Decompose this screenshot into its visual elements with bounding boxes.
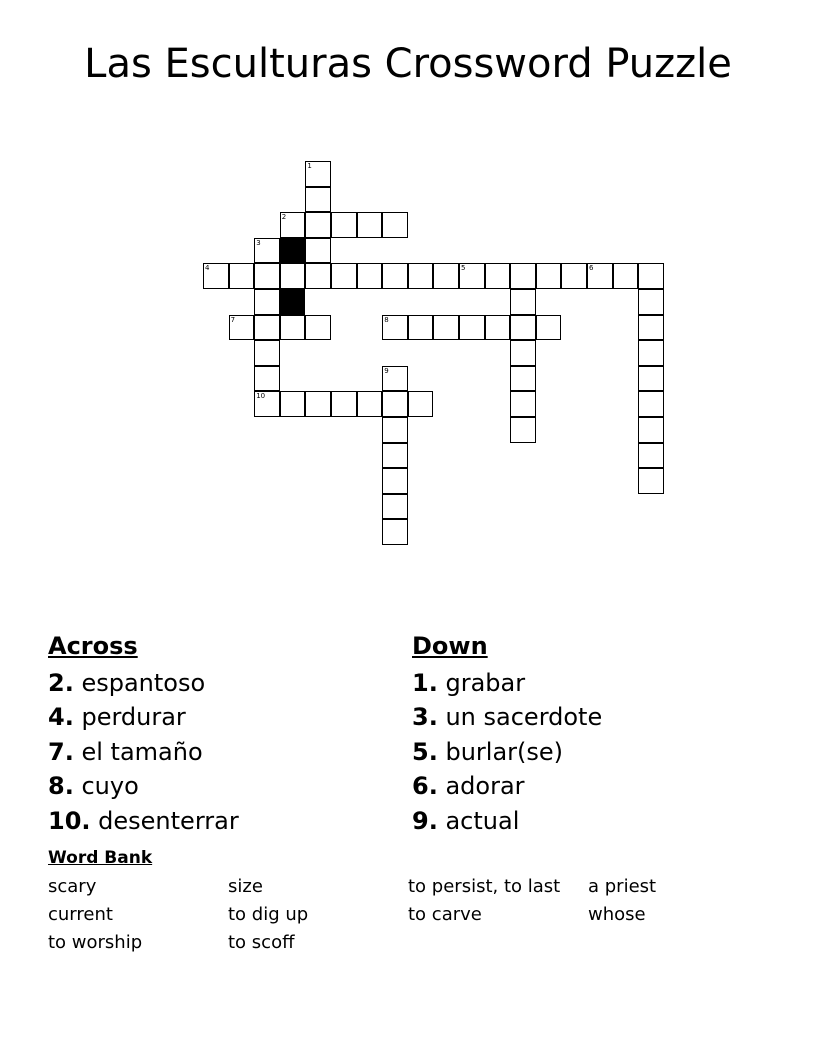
- grid-cell[interactable]: [254, 315, 280, 341]
- clue-number: 2.: [48, 669, 74, 697]
- clue-number-label: 9: [384, 366, 389, 375]
- grid-cell[interactable]: [638, 340, 664, 366]
- clue-number: 8.: [48, 772, 74, 801]
- across-clue: [48, 769, 239, 803]
- grid-cell[interactable]: [382, 519, 408, 545]
- clue-text: espantoso: [81, 669, 206, 697]
- grid-cell[interactable]: [485, 315, 511, 341]
- grid-cell[interactable]: [638, 391, 664, 417]
- grid-cell[interactable]: [331, 263, 357, 289]
- grid-cell[interactable]: [510, 315, 536, 341]
- grid-block-cell: [280, 289, 306, 315]
- clue-number-label: 8: [384, 315, 389, 324]
- grid-cell[interactable]: [280, 391, 306, 417]
- grid-cell[interactable]: [408, 263, 434, 289]
- across-clue: [48, 666, 239, 700]
- grid-cell[interactable]: [510, 340, 536, 366]
- clue-number-label: 1: [307, 162, 312, 170]
- grid-cell[interactable]: [254, 340, 280, 366]
- clue-text: burlar(se): [445, 737, 564, 766]
- grid-cell[interactable]: [510, 263, 536, 289]
- word-bank-item: current: [48, 904, 113, 925]
- grid-cell[interactable]: [254, 366, 280, 392]
- grid-cell[interactable]: [305, 391, 331, 417]
- clue-number-label: 4: [205, 264, 210, 273]
- grid-cell[interactable]: [433, 315, 459, 341]
- grid-cell[interactable]: [638, 366, 664, 392]
- grid-cell[interactable]: [510, 366, 536, 392]
- word-bank-item: to worship: [48, 932, 143, 953]
- clue-number-label: 3: [256, 238, 261, 247]
- grid-cell[interactable]: [280, 212, 306, 238]
- clue-number: 4.: [48, 703, 74, 732]
- grid-cell[interactable]: [536, 263, 562, 289]
- clue-text: adorar: [445, 772, 525, 801]
- word-bank-item: to dig up: [228, 904, 309, 925]
- clue-text: un sacerdote: [445, 703, 603, 732]
- clue-number-label: 5: [461, 264, 466, 273]
- down-clue: [412, 700, 602, 734]
- across-clue: [48, 700, 239, 734]
- grid-cell[interactable]: [254, 391, 280, 417]
- grid-cell[interactable]: [305, 315, 331, 341]
- word-bank-title: Word Bank: [48, 848, 153, 868]
- across-heading: Across: [48, 632, 138, 660]
- grid-cell[interactable]: [638, 263, 664, 289]
- grid-cell[interactable]: [510, 391, 536, 417]
- clue-number: 7.: [48, 737, 74, 766]
- grid-cell[interactable]: [254, 263, 280, 289]
- grid-cell[interactable]: [638, 417, 664, 443]
- grid-cell[interactable]: [536, 315, 562, 341]
- grid-cell[interactable]: [433, 263, 459, 289]
- grid-cell[interactable]: [254, 289, 280, 315]
- grid-cell[interactable]: [382, 315, 408, 341]
- grid-cell[interactable]: [408, 391, 434, 417]
- grid-cell[interactable]: [638, 443, 664, 469]
- clue-number-label: 6: [589, 264, 594, 273]
- down-clue: [412, 735, 602, 769]
- clue-text: grabar: [445, 669, 526, 697]
- clue-text: el tamaño: [81, 737, 203, 766]
- clue-number: 10.: [48, 806, 91, 835]
- grid-cell[interactable]: [229, 315, 255, 341]
- grid-cell[interactable]: [382, 212, 408, 238]
- grid-cell[interactable]: [613, 263, 639, 289]
- clue-number: 3.: [412, 703, 438, 732]
- word-bank-item: to persist, to last: [408, 876, 561, 897]
- grid-cell[interactable]: [382, 391, 408, 417]
- word-bank-item: to scoff: [228, 932, 295, 953]
- down-clue: [412, 804, 602, 838]
- grid-cell[interactable]: [382, 263, 408, 289]
- clue-text: cuyo: [81, 772, 139, 801]
- down-clue-list: [412, 666, 602, 838]
- grid-cell[interactable]: [305, 238, 331, 264]
- clue-number: 9.: [412, 806, 438, 835]
- down-clue: [412, 666, 602, 700]
- grid-cell[interactable]: [561, 263, 587, 289]
- across-clue-list: [48, 666, 239, 838]
- grid-cell[interactable]: [382, 494, 408, 520]
- clue-text: perdurar: [81, 703, 186, 732]
- down-heading: Down: [412, 632, 488, 660]
- grid-cell[interactable]: [305, 212, 331, 238]
- grid-cell[interactable]: [357, 391, 383, 417]
- word-bank-item: to carve: [408, 904, 482, 925]
- grid-cell[interactable]: [305, 263, 331, 289]
- clue-number-label: 7: [230, 315, 236, 324]
- grid-cell[interactable]: [280, 315, 306, 341]
- grid-cell[interactable]: [331, 391, 357, 417]
- grid-cell[interactable]: [382, 443, 408, 469]
- clue-number-label: 10: [256, 392, 266, 401]
- grid-cell[interactable]: [357, 263, 383, 289]
- grid-cell[interactable]: [459, 263, 485, 289]
- word-bank-item: scary: [48, 876, 97, 897]
- clue-number: 1.: [412, 669, 438, 697]
- grid-cell[interactable]: [305, 187, 331, 213]
- grid-cell[interactable]: [280, 263, 306, 289]
- grid-cell[interactable]: [203, 263, 229, 289]
- grid-cell[interactable]: [305, 161, 331, 187]
- grid-cell[interactable]: [229, 263, 255, 289]
- grid-cell[interactable]: [587, 263, 613, 289]
- grid-cell[interactable]: [510, 289, 536, 315]
- grid-cell[interactable]: [331, 212, 357, 238]
- word-bank-item: whose: [588, 904, 646, 925]
- grid-cell[interactable]: [638, 289, 664, 315]
- grid-cell[interactable]: [638, 468, 664, 494]
- word-bank-item: a priest: [588, 876, 657, 897]
- across-clue: [48, 804, 239, 838]
- clue-number: 5.: [412, 737, 438, 766]
- grid-block-cell: [280, 238, 306, 264]
- down-clue: [412, 769, 602, 803]
- clue-number-label: 2: [281, 213, 287, 222]
- grid-cell[interactable]: [485, 263, 511, 289]
- grid-cell[interactable]: [382, 417, 408, 443]
- clue-text: desenterrar: [98, 806, 239, 835]
- grid-cell[interactable]: [510, 417, 536, 443]
- puzzle-title: Las Esculturas Crossword Puzzle: [84, 41, 732, 87]
- grid-cell[interactable]: [638, 315, 664, 341]
- grid-cell[interactable]: [382, 366, 408, 392]
- grid-cell[interactable]: [459, 315, 485, 341]
- clue-number: 6.: [412, 772, 438, 801]
- grid-cell[interactable]: [357, 212, 383, 238]
- word-bank-item: size: [228, 876, 263, 897]
- grid-cell[interactable]: [408, 315, 434, 341]
- grid-cell[interactable]: [382, 468, 408, 494]
- across-clue: [48, 735, 239, 769]
- grid-cell[interactable]: [254, 238, 280, 264]
- clue-text: actual: [445, 806, 520, 835]
